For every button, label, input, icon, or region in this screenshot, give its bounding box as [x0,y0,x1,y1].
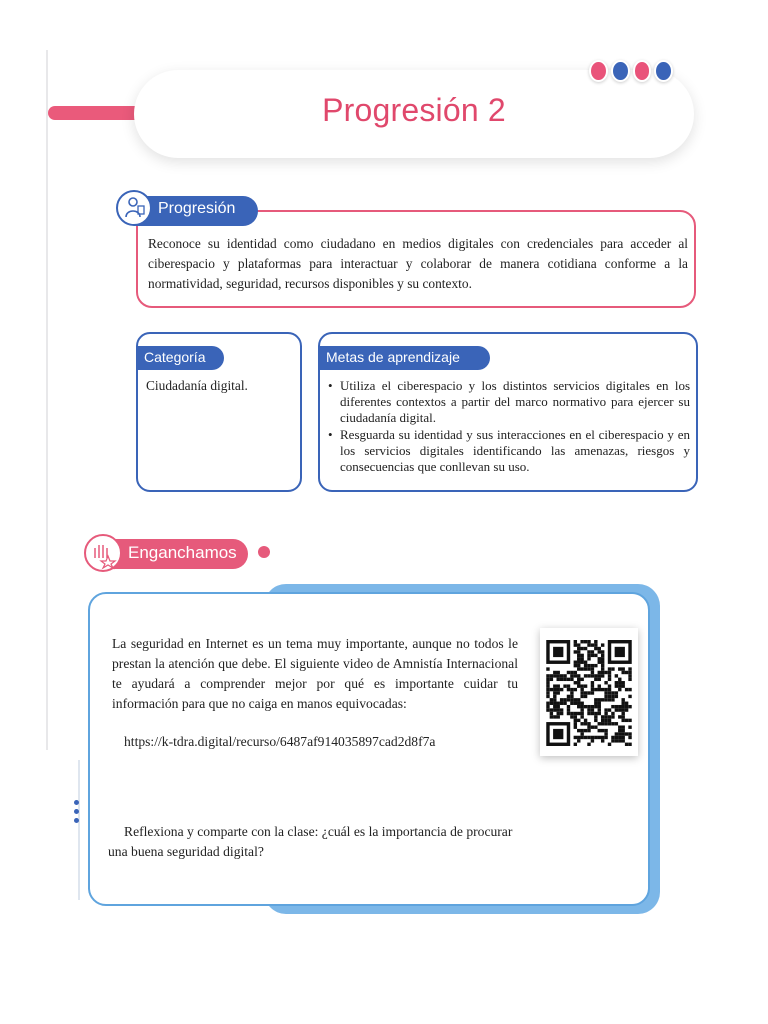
metas-item: • Resguarda su identidad y sus interacciones en el ciberespacio y en los servicios digitales identificando las amenazas, riesgos y consecuencias que conllevan su uso. [326,427,690,475]
student-icon-graphic [118,192,150,224]
side-dots [74,800,80,830]
video-link[interactable]: https://k-tdra.digital/recurso/6487af914035897cad2d8f7a [124,734,436,749]
student-icon [116,190,152,226]
enganchamos-label: Enganchamos [128,543,237,562]
page-left-rule [46,50,48,750]
enganchamos-text: La seguridad en Internet es un tema muy importante, aunque no todos le prestan la atención que debe. El siguiente video de Amnistía Internacional te ayudará a comprender mejor por qué es importante cuidar tu información para que no caiga en manos equivocadas: [112,636,518,711]
reflexion-text: Reflexiona y comparte con la clase: ¿cuál es la importancia de procurar una buena seguridad digital? [108,824,513,859]
page-title: Progresión 2 [322,92,506,128]
metas-item: • Utiliza el ciberespacio y los distintos servicios digitales en los diferentes contextos a partir del marco normativo para ejercer su ciudadanía digital. [326,378,690,426]
header-dots [589,60,673,80]
metas-label: Metas de aprendizaje [326,349,460,365]
hands-star-icon-graphic [86,536,120,570]
dot-pink [633,60,652,82]
progresion-label: Progresión [158,200,236,217]
categoria-label: Categoría [144,349,206,365]
enganchamos-dot [258,546,270,558]
side-dot [74,818,79,823]
progresion-text: Reconoce su identidad como ciudadano en medios digitales con credenciales para acceder al ciberespacio y plataformas para interactuar y colaborar de manera cotidiana conforme a la normatividad, seguridad, recursos disponibles y su contexto. [148,236,688,291]
categoria-text: Ciudadanía digital. [146,378,248,393]
qr-code-icon[interactable] [546,640,632,746]
dot-blue [654,60,673,82]
hands-star-icon [84,534,122,572]
card-side-rule [78,760,80,900]
dot-blue [611,60,630,82]
side-dot [74,800,79,805]
metas-list [326,378,690,476]
dot-pink [589,60,608,82]
side-dot [74,809,79,814]
